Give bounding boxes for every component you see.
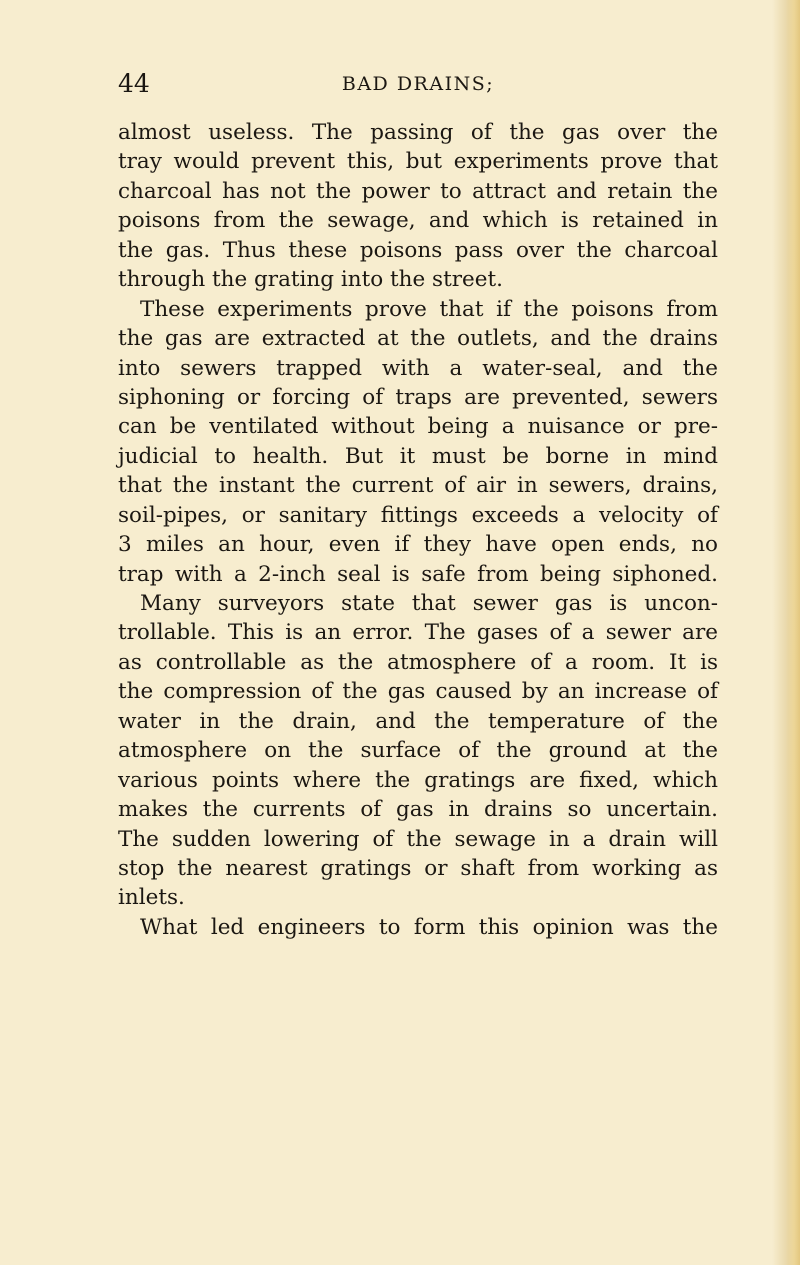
- text-line: soil-pipes, or sanitary fittings exceeds a velocity of: [118, 502, 718, 528]
- text-line: siphoning or forcing of traps are prevented, sewers: [118, 384, 718, 410]
- text-line: the compression of the gas caused by an increase of: [118, 679, 718, 705]
- text-line: tray would prevent this, but experiments prove that: [118, 149, 718, 175]
- text-line: trap with a 2-inch seal is safe from being siphoned.: [118, 561, 718, 587]
- text-line: into sewers trapped with a water-seal, and the: [118, 355, 718, 381]
- text-line: atmosphere on the surface of the ground at the: [118, 738, 718, 764]
- text-line: 3 miles an hour, even if they have open ends, no: [118, 532, 718, 558]
- text-line: trollable. This is an error. The gases of a sewer are: [118, 620, 718, 646]
- text-line: stop the nearest gratings or shaft from working as: [118, 855, 718, 881]
- text-line: judicial to health. But it must be borne in mind: [118, 443, 718, 469]
- text-line: Many surveyors state that sewer gas is uncon-: [140, 591, 718, 616]
- body-text: [118, 118, 718, 942]
- text-line: water in the drain, and the temperature of the: [118, 708, 718, 734]
- text-line: makes the currents of gas in drains so uncertain.: [118, 797, 718, 823]
- text-line: What led engineers to form this opinion was the: [140, 914, 718, 940]
- text-line: through the grating into the street.: [118, 267, 503, 293]
- page-number: 44: [118, 69, 150, 98]
- text-line: various points where the gratings are fixed, which: [118, 767, 718, 793]
- page-header: [118, 66, 718, 102]
- text-line: that the instant the current of air in sewers, drains,: [118, 473, 718, 499]
- text-line: inlets.: [118, 885, 185, 911]
- text-line: almost useless. The passing of the gas over the: [118, 120, 718, 145]
- text-line: as controllable as the atmosphere of a room. It is: [118, 649, 718, 675]
- text-line: the gas are extracted at the outlets, and the drains: [118, 326, 718, 352]
- page-edge: [786, 0, 800, 1265]
- text-line: poisons from the sewage, and which is retained in: [118, 208, 718, 234]
- running-title: BAD DRAINS;: [341, 73, 495, 95]
- text-line: The sudden lowering of the sewage in a drain will: [118, 826, 718, 852]
- text-line: charcoal has not the power to attract and retain the: [118, 178, 718, 204]
- text-line: These experiments prove that if the poisons from: [140, 296, 718, 322]
- text-line: the gas. Thus these poisons pass over the charcoal: [118, 237, 718, 263]
- text-line: can be ventilated without being a nuisance or pre-: [118, 414, 718, 440]
